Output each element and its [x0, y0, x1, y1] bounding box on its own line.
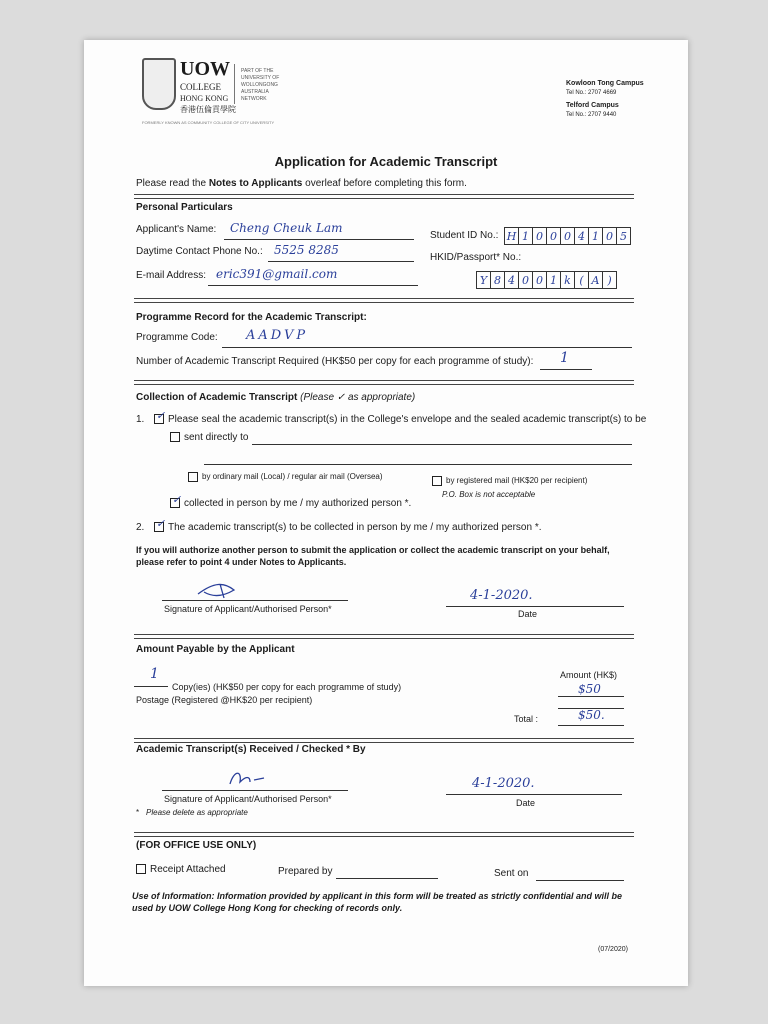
form-version: (07/2020)	[598, 946, 628, 953]
date-line	[446, 606, 624, 607]
amount-copies-field[interactable]: 1	[150, 666, 159, 682]
personal-heading: Personal Particulars	[136, 202, 233, 213]
email-underline	[208, 285, 418, 286]
hkid-cell: )	[607, 273, 612, 287]
option1-number: 1.	[136, 414, 145, 425]
received-signature-line	[162, 790, 348, 791]
student-id-cell: 0	[603, 228, 617, 244]
amount-header: Amount (HK$)	[560, 670, 618, 680]
logo-college: COLLEGE	[180, 82, 221, 92]
intro-prefix: Please read the	[136, 178, 209, 189]
logo-hongkong: HONG KONG	[180, 94, 229, 103]
ordinary-mail-checkbox[interactable]	[188, 472, 198, 482]
campus1-name: Kowloon Tong Campus	[566, 80, 644, 87]
student-id-cell: 4	[575, 228, 589, 244]
student-id-label: Student ID No.:	[430, 230, 499, 241]
po-box-note: P.O. Box is not acceptable	[442, 490, 536, 499]
office-heading: (FOR OFFICE USE ONLY)	[136, 840, 257, 851]
hkid-cell: Y	[477, 272, 491, 288]
amount-copies-text: Copy(ies) (HK$50 per copy for each programme of study)	[172, 682, 402, 692]
postage-text: Postage (Registered @HK$20 per recipient)	[136, 695, 313, 705]
received-signature	[224, 766, 274, 790]
logo-chinese: 香港伍倫貢學院	[180, 105, 236, 114]
signature-line	[162, 600, 348, 601]
section-divider	[134, 298, 634, 303]
prepared-by-line	[336, 878, 438, 879]
option2-checkbox[interactable]: ✓	[156, 518, 166, 531]
email-label: E-mail Address:	[136, 270, 207, 281]
received-date-field[interactable]: 4-1-2020.	[472, 776, 535, 791]
student-id-cell: 1	[589, 228, 603, 244]
collection-heading: Collection of Academic Transcript	[136, 392, 298, 403]
date-field[interactable]: 4-1-2020.	[470, 588, 533, 603]
ordinary-mail-label: by ordinary mail (Local) / regular air mail (Oversea)	[202, 472, 383, 482]
programme-heading: Programme Record for the Academic Transcript:	[136, 312, 367, 323]
hkid-cell: k	[561, 272, 575, 288]
name-field[interactable]: Cheng Cheuk Lam	[230, 221, 343, 235]
total-value[interactable]: $50.	[578, 708, 605, 722]
sent-directly-checkbox[interactable]	[170, 432, 180, 442]
phone-label: Daytime Contact Phone No.:	[136, 246, 263, 257]
sent-directly-line1	[252, 444, 632, 445]
hkid-cell: 8	[491, 272, 505, 288]
receipt-checkbox[interactable]	[136, 864, 146, 874]
amount-copies-value-line	[558, 696, 624, 697]
option2-row	[154, 518, 542, 533]
section-divider	[134, 832, 634, 837]
collection-heading-row	[136, 392, 415, 403]
total-line-bottom	[558, 725, 624, 726]
section-divider	[134, 194, 634, 199]
sent-on-line	[536, 880, 624, 881]
received-date-line	[446, 794, 622, 795]
hkid-grid[interactable]	[476, 271, 617, 289]
copies-label: Number of Academic Transcript Required (HK$50 per copy for each programme of study):	[136, 356, 534, 367]
copies-field[interactable]: 1	[560, 350, 569, 366]
student-id-cell: 1	[519, 228, 533, 244]
student-id-cell: 5	[620, 229, 627, 243]
student-id-cell: 0	[561, 228, 575, 244]
former-name: FORMERLY KNOWN AS COMMUNITY COLLEGE OF CITY UNIVERSITY	[142, 120, 275, 125]
form-title: Application for Academic Transcript	[274, 154, 498, 169]
date-label: Date	[518, 609, 538, 619]
form-sheet	[84, 40, 688, 986]
option2-text: The academic transcript(s) to be collected in person by me / my authorized person *.	[168, 522, 542, 533]
collection-heading-note: (Please ✓ as appropriate)	[300, 392, 416, 403]
signature-label: Signature of Applicant/Authorised Person*	[164, 604, 332, 614]
campus2-tel: Tel No.: 2707 9440	[566, 112, 617, 118]
sent-directly-label: sent directly to	[184, 432, 249, 443]
section-divider	[134, 738, 634, 743]
sent-directly-line2	[204, 464, 632, 465]
collected-in-person-label: collected in person by me / my authorized person *.	[184, 498, 412, 509]
received-signature-label: Signature of Applicant/Authorised Person*	[164, 794, 332, 804]
logo-divider	[234, 64, 235, 104]
form-intro	[136, 178, 467, 189]
intro-bold: Notes to Applicants	[208, 178, 303, 189]
applicant-signature	[194, 578, 254, 602]
programme-code-label: Programme Code:	[136, 332, 218, 343]
sent-directly-row	[170, 432, 248, 443]
name-underline	[224, 239, 414, 240]
received-heading: Academic Transcript(s) Received / Checked * By	[136, 744, 366, 755]
name-label: Applicant's Name:	[136, 224, 217, 235]
hkid-label: HKID/Passport* No.:	[430, 252, 522, 263]
programme-code-field[interactable]: AADVP	[246, 328, 309, 343]
amount-heading: Amount Payable by the Applicant	[136, 644, 295, 655]
registered-mail-label: by registered mail (HK$20 per recipient)	[446, 476, 588, 486]
copies-underline	[540, 369, 592, 370]
logo-network-text: PART OF THE UNIVERSITY OF WOLLONGONG AUSTRALIA NETWORK	[241, 68, 280, 102]
option1-checkbox[interactable]: ✓	[156, 410, 166, 423]
option1-row	[154, 410, 647, 425]
delete-note: Please delete as appropriate	[146, 808, 248, 817]
option2-number: 2.	[136, 522, 145, 533]
sent-on-label: Sent on	[494, 868, 529, 879]
receipt-label: Receipt Attached	[150, 864, 226, 875]
registered-mail-row	[432, 476, 587, 486]
student-id-cell: H	[505, 228, 519, 244]
hkid-cell: 4	[505, 272, 519, 288]
section-divider	[134, 380, 634, 385]
receipt-row	[136, 864, 226, 875]
campus2-name: Telford Campus	[566, 102, 619, 109]
use-of-information: Use of Information: Information provided by applicant in this form will be treated as strictly confidential and will be used by UOW College Hong Kong for checking of records only.	[132, 891, 623, 913]
amount-copies-value[interactable]: $50	[578, 682, 601, 696]
phone-underline	[268, 261, 414, 262]
hkid-cell: A	[589, 272, 603, 288]
collected-in-person-checkbox[interactable]: ✓	[172, 494, 182, 507]
college-crest-icon	[142, 58, 176, 110]
hkid-cell: 0	[533, 272, 547, 288]
delete-star: *	[136, 808, 140, 817]
section-divider	[134, 634, 634, 639]
logo-uow: UOW	[180, 58, 230, 80]
campus1-tel: Tel No.: 2707 4669	[566, 90, 617, 96]
email-field[interactable]: eric391@gmail.com	[216, 267, 338, 281]
programme-code-underline	[222, 347, 632, 348]
authorize-note: If you will authorize another person to submit the application or collect the academic transcript on your behalf, please refer to point 4 under Notes to Applicants.	[136, 545, 610, 567]
registered-mail-checkbox[interactable]	[432, 476, 442, 486]
phone-field[interactable]: 5525 8285	[274, 243, 339, 257]
hkid-cell: (	[575, 272, 589, 288]
ordinary-mail-row	[188, 472, 383, 482]
collected-in-person-row	[170, 494, 412, 509]
total-line-top	[558, 708, 624, 709]
total-label: Total :	[514, 714, 539, 724]
hkid-cell: 1	[547, 272, 561, 288]
student-id-cell: 0	[533, 228, 547, 244]
amount-copies-line	[134, 686, 168, 687]
student-id-grid[interactable]	[504, 227, 631, 245]
received-date-label: Date	[516, 798, 536, 808]
intro-suffix: overleaf before completing this form.	[302, 178, 467, 189]
student-id-cell: 0	[547, 228, 561, 244]
option1-text: Please seal the academic transcript(s) in the College's envelope and the sealed academic transcript(s) to be	[168, 414, 647, 425]
prepared-by-label: Prepared by	[278, 866, 333, 877]
hkid-cell: 0	[519, 272, 533, 288]
